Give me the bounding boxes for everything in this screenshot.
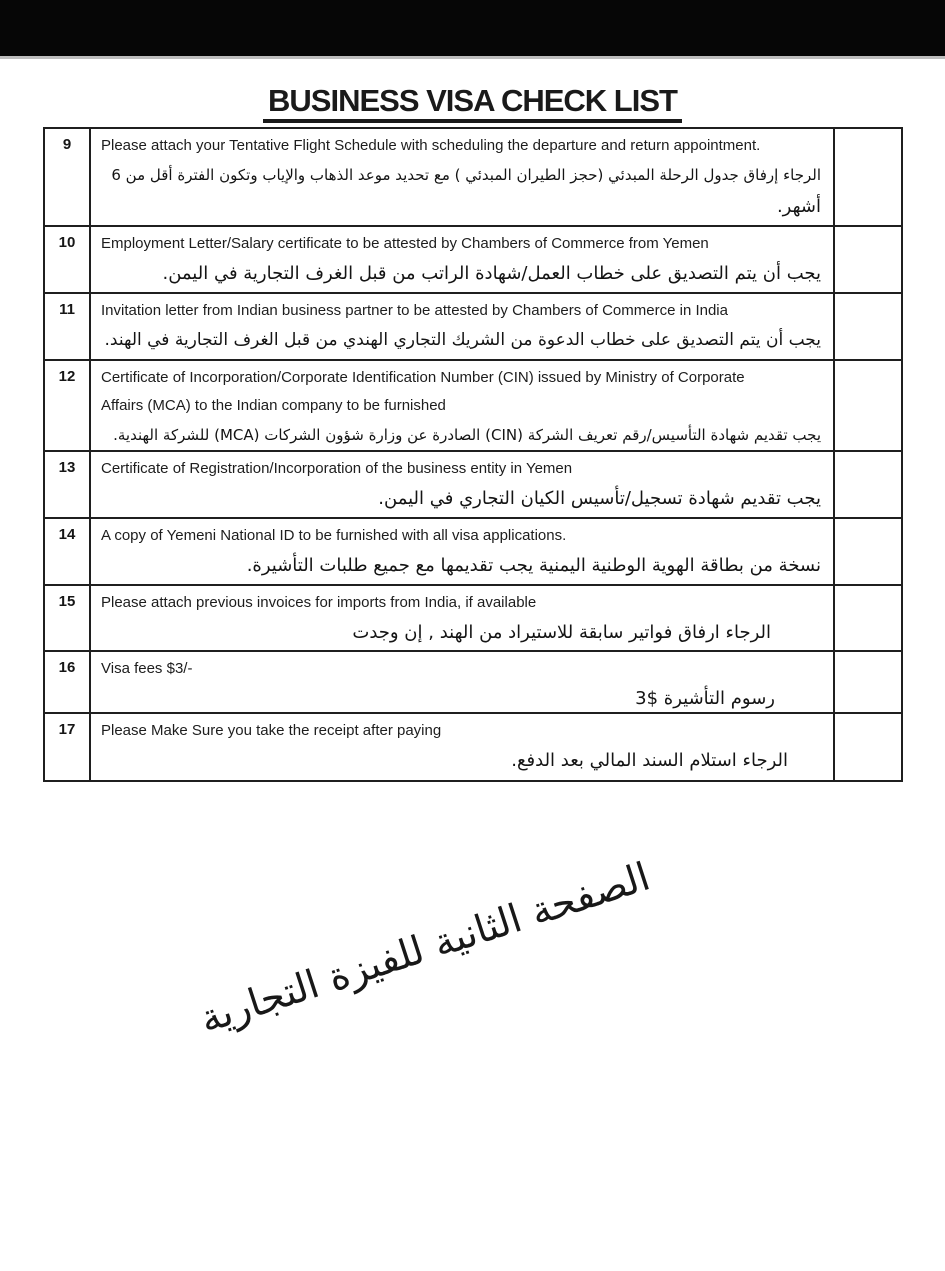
row-number: 16 — [45, 652, 91, 712]
row-body — [91, 714, 833, 780]
checklist-row — [45, 586, 901, 652]
checklist-row — [45, 227, 901, 294]
requirement-text-ar: رسوم التأشيرة $3 — [635, 688, 775, 709]
checklist-row — [45, 452, 901, 519]
check-cell — [833, 227, 901, 292]
requirement-text-ar: أشهر. — [776, 196, 821, 217]
requirement-text-en: Please attach previous invoices for imports from India, if available — [101, 594, 537, 611]
row-body — [91, 586, 833, 650]
scan-black-band — [0, 0, 945, 59]
requirement-text-en: Please attach your Tentative Flight Schedule with scheduling the departure and return appointment. — [101, 137, 761, 154]
title-area — [0, 84, 945, 123]
check-cell — [833, 452, 901, 517]
requirement-text-ar: نسخة من بطاقة الهوية الوطنية اليمنية يجب تقديمها مع جميع طلبات التأشيرة. — [246, 555, 821, 576]
row-body — [91, 129, 833, 225]
check-cell — [833, 586, 901, 650]
checklist-row — [45, 519, 901, 586]
row-body — [91, 519, 833, 584]
rotated-note-ar: الصفحة الثانية للفيزة التجارية — [194, 854, 656, 1043]
requirement-text-en: Certificate of Incorporation/Corporate Identification Number (CIN) issued by Ministry of Corporate — [101, 369, 745, 386]
requirement-text-ar: الرجاء استلام السند المالي بعد الدفع. — [511, 750, 788, 771]
checklist-row — [45, 714, 901, 780]
check-cell — [833, 129, 901, 225]
requirement-text-en: Invitation letter from Indian business partner to be attested by Chambers of Commerce in India — [101, 302, 728, 319]
row-body — [91, 294, 833, 359]
row-number: 10 — [45, 227, 91, 292]
checklist-row — [45, 361, 901, 452]
check-cell — [833, 714, 901, 780]
row-number: 14 — [45, 519, 91, 584]
requirement-text-en: Visa fees $3/- — [101, 660, 193, 677]
checklist-row — [45, 294, 901, 361]
requirement-text-en: A copy of Yemeni National ID to be furnished with all visa applications. — [101, 527, 567, 544]
check-cell — [833, 519, 901, 584]
row-number: 17 — [45, 714, 91, 780]
checklist-row — [45, 129, 901, 227]
check-cell — [833, 652, 901, 712]
row-number: 11 — [45, 294, 91, 359]
page-title: BUSINESS VISA CHECK LIST — [263, 84, 682, 123]
requirement-text-ar: يجب تقديم شهادة التأسيس/رقم تعريف الشركة (CIN) الصادرة عن وزارة شؤون الشركات (MCA) للشركة الهندية. — [113, 426, 821, 444]
checklist-table — [43, 127, 903, 782]
row-body — [91, 452, 833, 517]
row-body — [91, 361, 833, 450]
requirement-text-ar: يجب تقديم شهادة تسجيل/تأسيس الكيان التجاري في اليمن. — [378, 488, 821, 509]
row-number: 9 — [45, 129, 91, 225]
requirement-text-ar: يجب أن يتم التصديق على خطاب الدعوة من الشريك التجاري الهندي من قبل الغرف التجارية في الهند. — [104, 330, 821, 350]
requirement-text-en: Employment Letter/Salary certificate to be attested by Chambers of Commerce from Yemen — [101, 235, 709, 252]
row-number: 15 — [45, 586, 91, 650]
requirement-text-en: Please Make Sure you take the receipt after paying — [101, 722, 442, 739]
requirement-text-en: Affairs (MCA) to the Indian company to be furnished — [101, 397, 446, 414]
row-number: 12 — [45, 361, 91, 450]
row-body — [91, 227, 833, 292]
row-number: 13 — [45, 452, 91, 517]
row-body — [91, 652, 833, 712]
check-cell — [833, 361, 901, 450]
check-cell — [833, 294, 901, 359]
requirement-text-ar: يجب أن يتم التصديق على خطاب العمل/شهادة الراتب من قبل الغرف التجارية في اليمن. — [162, 263, 821, 284]
requirement-text-ar: الرجاء ارفاق فواتير سابقة للاستيراد من الهند , إن وجدت — [352, 622, 771, 643]
requirement-text-ar: الرجاء إرفاق جدول الرحلة المبدئي (حجز الطيران المبدئي ) مع تحديد موعد الذهاب والإياب وتكون الفترة أقل من 6 — [111, 166, 821, 184]
checklist-row — [45, 652, 901, 714]
requirement-text-en: Certificate of Registration/Incorporation of the business entity in Yemen — [101, 460, 573, 477]
